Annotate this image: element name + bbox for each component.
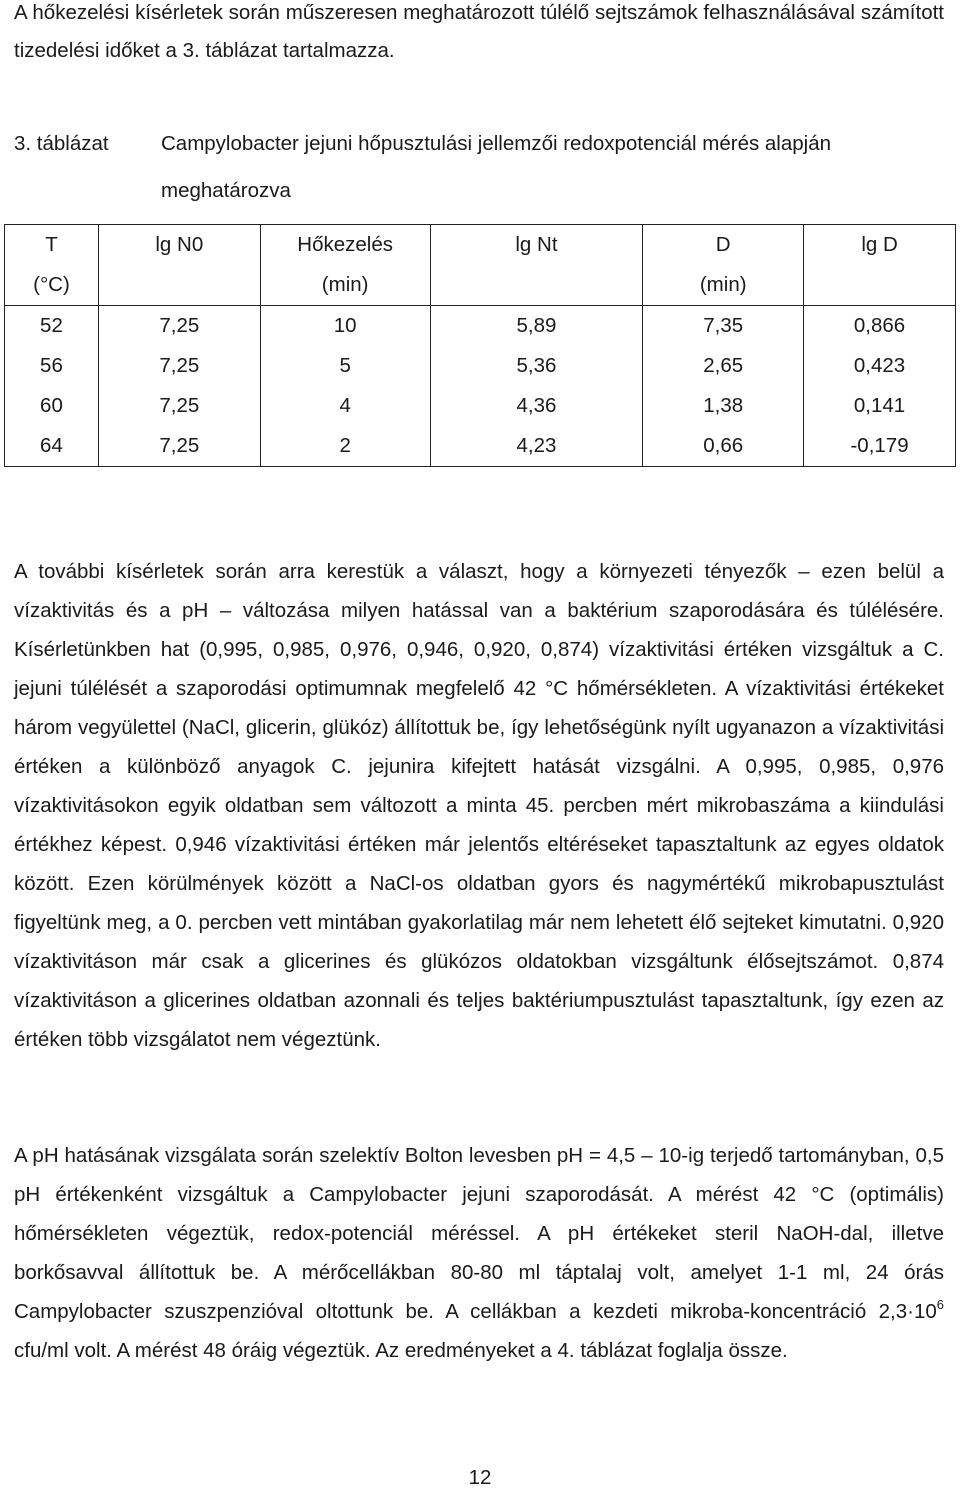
cell: 64 [5, 426, 99, 467]
header-cell: T [5, 225, 99, 266]
header-cell: lg D [804, 225, 956, 266]
table-row [5, 386, 956, 426]
paragraph-ph-part2: cfu/ml volt. A mérést 48 óráig végeztük. Az eredményeket a 4. táblázat foglalja össze. [14, 1339, 788, 1362]
unit-cell: (°C) [5, 265, 99, 306]
cell: 60 [5, 386, 99, 426]
header-cell: lg Nt [430, 225, 643, 266]
page-number: 12 [468, 1466, 492, 1489]
unit-cell [430, 265, 643, 306]
paragraph-water-activity: A további kísérletek során arra kerestük a választ, hogy a környezeti tényezők – ezen belül a vízaktivitás és a pH – változása milyen hatással van a baktérium szaporodására és túlélésére. Kísérletünkben hat (0,995, 0,985, 0,976, 0,946, 0,920, 0,874) vízaktivitási értéken vizsgáltuk a C. jejuni túlélését a szaporodási optimumnak megfelelő 42 °C hőmérsékleten. A vízaktivitási értékeket három vegyülettel (NaCl, glicerin, glükóz) állítottuk be, így lehetőségünk nyílt ugyanazon a vízaktivitási értéken a különböző anyagok C. jejunira kifejtett hatását vizsgálni. A 0,995, 0,985, 0,976 vízaktivitásokon egyik oldatban sem változott a minta 45. percben mért mikrobaszáma a kiindulási értékhez képest. 0,946 vízaktivitási értéken már jelentős eltéréseket tapasztaltunk az egyes oldatok között. Ezen körülmények között a NaCl-os oldatban gyors és nagymértékű mikrobapusztulást figyeltünk meg, a 0. percben vett mintában gyakorlatilag már nem lehetett élő sejteket kimutatni. 0,920 vízaktivitáson már csak a glicerines és glükózos oldatokban vizsgáltunk élősejtszámot. 0,874 vízaktivitáson a glicerines oldatban azonnali és teljes baktériumpusztulást tapasztaltunk, így ezen az értéken több vizsgálatot nem végeztünk. [14, 560, 944, 1051]
cell: 7,25 [98, 306, 260, 347]
cell: 7,25 [98, 346, 260, 386]
cell: 0,66 [643, 426, 804, 467]
cell: 10 [260, 306, 430, 347]
cell: 5,36 [430, 346, 643, 386]
paragraph-ph-part1: A pH hatásának vizsgálata során szelektív Bolton levesben pH = 4,5 – 10-ig terjedő tartományban, 0,5 pH értékenként vizsgáltuk a Campylobacter jejuni szaporodását. A mérést 42 °C (optimális) hőmérsékleten végeztük, redox-potenciál méréssel. A pH értékeket steril NaOH-dal, illetve borkősavval állítottuk be. A mérőcellákban 80-80 ml táptalaj volt, amelyet 1-1 ml, 24 órás Campylobacter szuszpenzióval oltottunk be. A cellákban a kezdeti mikroba-koncentráció 2,3·10 [14, 1144, 944, 1323]
cell: 1,38 [643, 386, 804, 426]
cell: 52 [5, 306, 99, 347]
unit-cell: (min) [643, 265, 804, 306]
cell: 56 [5, 346, 99, 386]
table-unit-row [5, 265, 956, 306]
table-row [5, 346, 956, 386]
exponent: 6 [936, 1297, 944, 1312]
table-row [5, 306, 956, 347]
cell: 0,866 [804, 306, 956, 347]
intro-paragraph: A hőkezelési kísérletek során műszeresen meghatározott túlélő sejtszámok felhasználásával számított tizedelési időket a 3. táblázat tartalmazza. [14, 1, 944, 62]
paragraph-ph [14, 1136, 944, 1370]
cell: 7,25 [98, 386, 260, 426]
cell: 7,35 [643, 306, 804, 347]
cell: 2 [260, 426, 430, 467]
unit-cell: (min) [260, 265, 430, 306]
cell: 4 [260, 386, 430, 426]
table-header-row [5, 225, 956, 266]
cell: 5,89 [430, 306, 643, 347]
cell: 0,141 [804, 386, 956, 426]
cell: 2,65 [643, 346, 804, 386]
header-cell: D [643, 225, 804, 266]
cell: -0,179 [804, 426, 956, 467]
table-caption-label: 3. táblázat [14, 132, 109, 155]
cell: 4,23 [430, 426, 643, 467]
cell: 0,423 [804, 346, 956, 386]
table-caption-text: Campylobacter jejuni hőpusztulási jellemzői redoxpotenciál mérés alapján meghatározva [161, 132, 832, 202]
data-table [4, 224, 956, 467]
cell: 5 [260, 346, 430, 386]
unit-cell [98, 265, 260, 306]
cell: 4,36 [430, 386, 643, 426]
header-cell: lg N0 [98, 225, 260, 266]
cell: 7,25 [98, 426, 260, 467]
unit-cell [804, 265, 956, 306]
table-row [5, 426, 956, 467]
header-cell: Hőkezelés [260, 225, 430, 266]
